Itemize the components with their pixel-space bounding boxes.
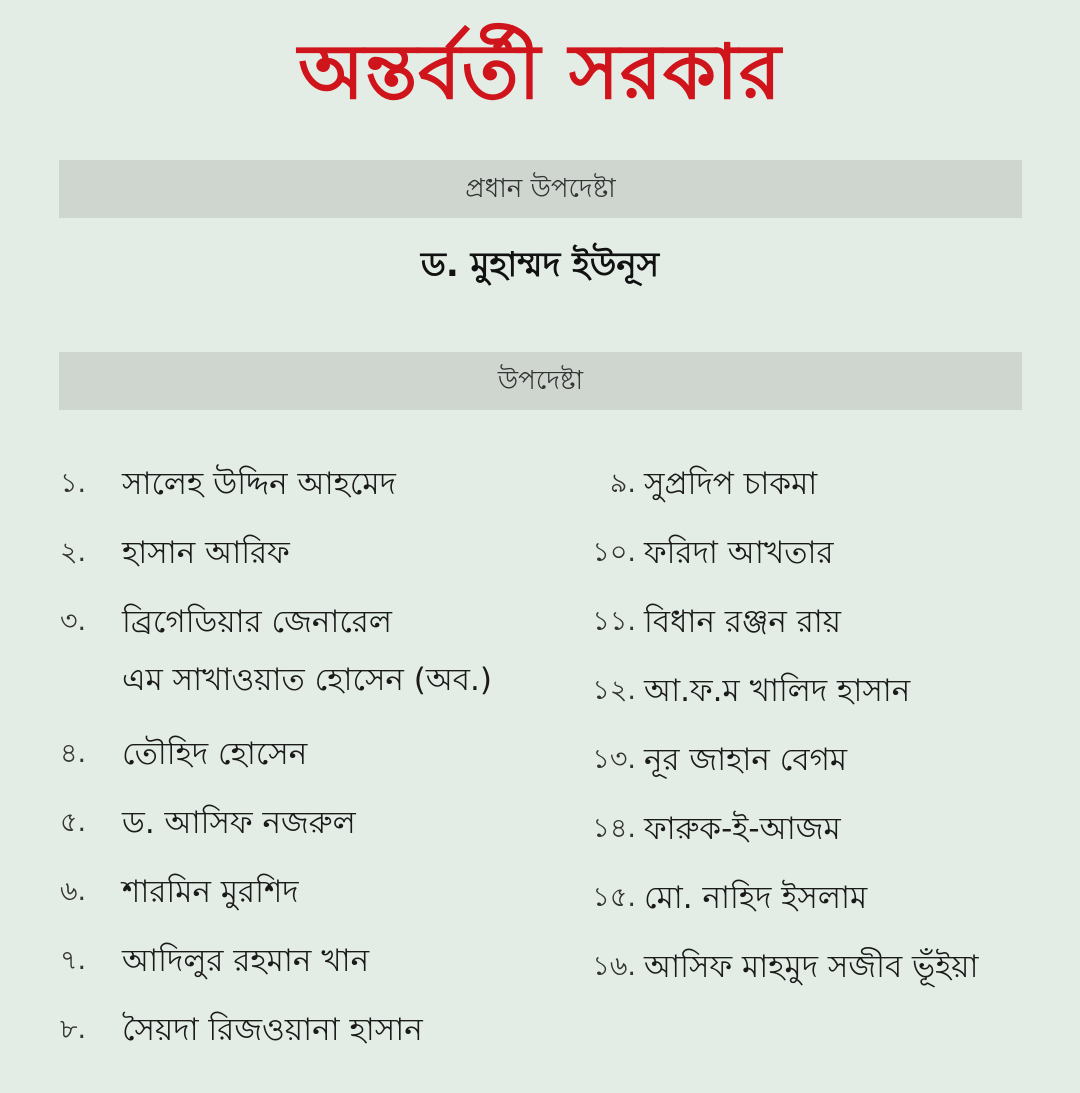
item-number: ১০. bbox=[592, 537, 636, 568]
list-item bbox=[572, 596, 1072, 665]
item-number: ৫. bbox=[60, 807, 87, 838]
list-item bbox=[572, 527, 1072, 596]
list-item bbox=[60, 866, 560, 935]
item-number: ৪. bbox=[60, 738, 87, 769]
adviser-name: ফারুক-ই-আজম bbox=[644, 811, 841, 847]
item-number: ১৩. bbox=[592, 744, 636, 775]
item-number: ১১. bbox=[592, 606, 636, 637]
item-number: ৬. bbox=[60, 876, 87, 907]
item-number: ১২. bbox=[592, 675, 636, 706]
item-number: ১৫. bbox=[592, 882, 636, 913]
adviser-name: সালেহ উদ্দিন আহমেদ bbox=[122, 466, 396, 502]
advisers-list-right bbox=[572, 458, 1072, 1010]
list-item bbox=[60, 458, 560, 527]
list-item bbox=[572, 665, 1072, 734]
list-item bbox=[60, 527, 560, 596]
list-item bbox=[60, 797, 560, 866]
adviser-name: ড. আসিফ নজরুল bbox=[122, 805, 356, 841]
list-item bbox=[60, 596, 560, 728]
adviser-name: সৈয়দা রিজওয়ানা হাসান bbox=[122, 1012, 423, 1048]
chief-adviser-name: ড. মুহাম্মদ ইউনূস bbox=[420, 245, 660, 285]
item-number: ১৪. bbox=[592, 813, 636, 844]
advisers-heading: উপদেষ্টা bbox=[59, 352, 1022, 410]
item-number: ১. bbox=[60, 468, 87, 499]
adviser-name: সুপ্রদিপ চাকমা bbox=[644, 466, 818, 502]
adviser-name: হাসান আরিফ bbox=[122, 535, 290, 571]
item-number: ৩. bbox=[60, 606, 87, 637]
item-number: ৯. bbox=[609, 468, 636, 499]
list-item bbox=[572, 458, 1072, 527]
adviser-name: নূর জাহান বেগম bbox=[644, 742, 848, 778]
chief-adviser-heading: প্রধান উপদেষ্টা bbox=[59, 160, 1022, 218]
list-item bbox=[60, 935, 560, 1004]
item-number: ৭. bbox=[60, 945, 87, 976]
adviser-name: আসিফ মাহমুদ সজীব ভূঁইয়া bbox=[644, 949, 979, 985]
adviser-name: ফরিদা আখতার bbox=[644, 535, 834, 571]
adviser-name-line-2: এম সাখাওয়াত হোসেন (অব.) bbox=[122, 662, 492, 698]
list-item bbox=[60, 728, 560, 797]
adviser-name bbox=[122, 596, 492, 712]
list-item bbox=[60, 1004, 560, 1073]
advisers-list-left bbox=[60, 458, 560, 1073]
adviser-name: মো. নাহিদ ইসলাম bbox=[644, 880, 868, 916]
adviser-name: শারমিন মুরশিদ bbox=[122, 874, 299, 910]
list-item bbox=[572, 803, 1072, 872]
adviser-name-line-1: ব্রিগেডিয়ার জেনারেল bbox=[122, 604, 392, 640]
page-title: অন্তর্বর্তী সরকার bbox=[298, 27, 782, 116]
item-number: ১৬. bbox=[592, 951, 636, 982]
adviser-name: বিধান রঞ্জন রায় bbox=[644, 604, 842, 640]
item-number: ২. bbox=[60, 537, 87, 568]
adviser-name: তৌহিদ হোসেন bbox=[122, 736, 308, 772]
list-item bbox=[572, 872, 1072, 941]
item-number: ৮. bbox=[60, 1014, 87, 1045]
adviser-name: আদিলুর রহমান খান bbox=[122, 943, 370, 979]
list-item bbox=[572, 941, 1072, 1010]
list-item bbox=[572, 734, 1072, 803]
adviser-name: আ.ফ.ম খালিদ হাসান bbox=[644, 673, 911, 709]
